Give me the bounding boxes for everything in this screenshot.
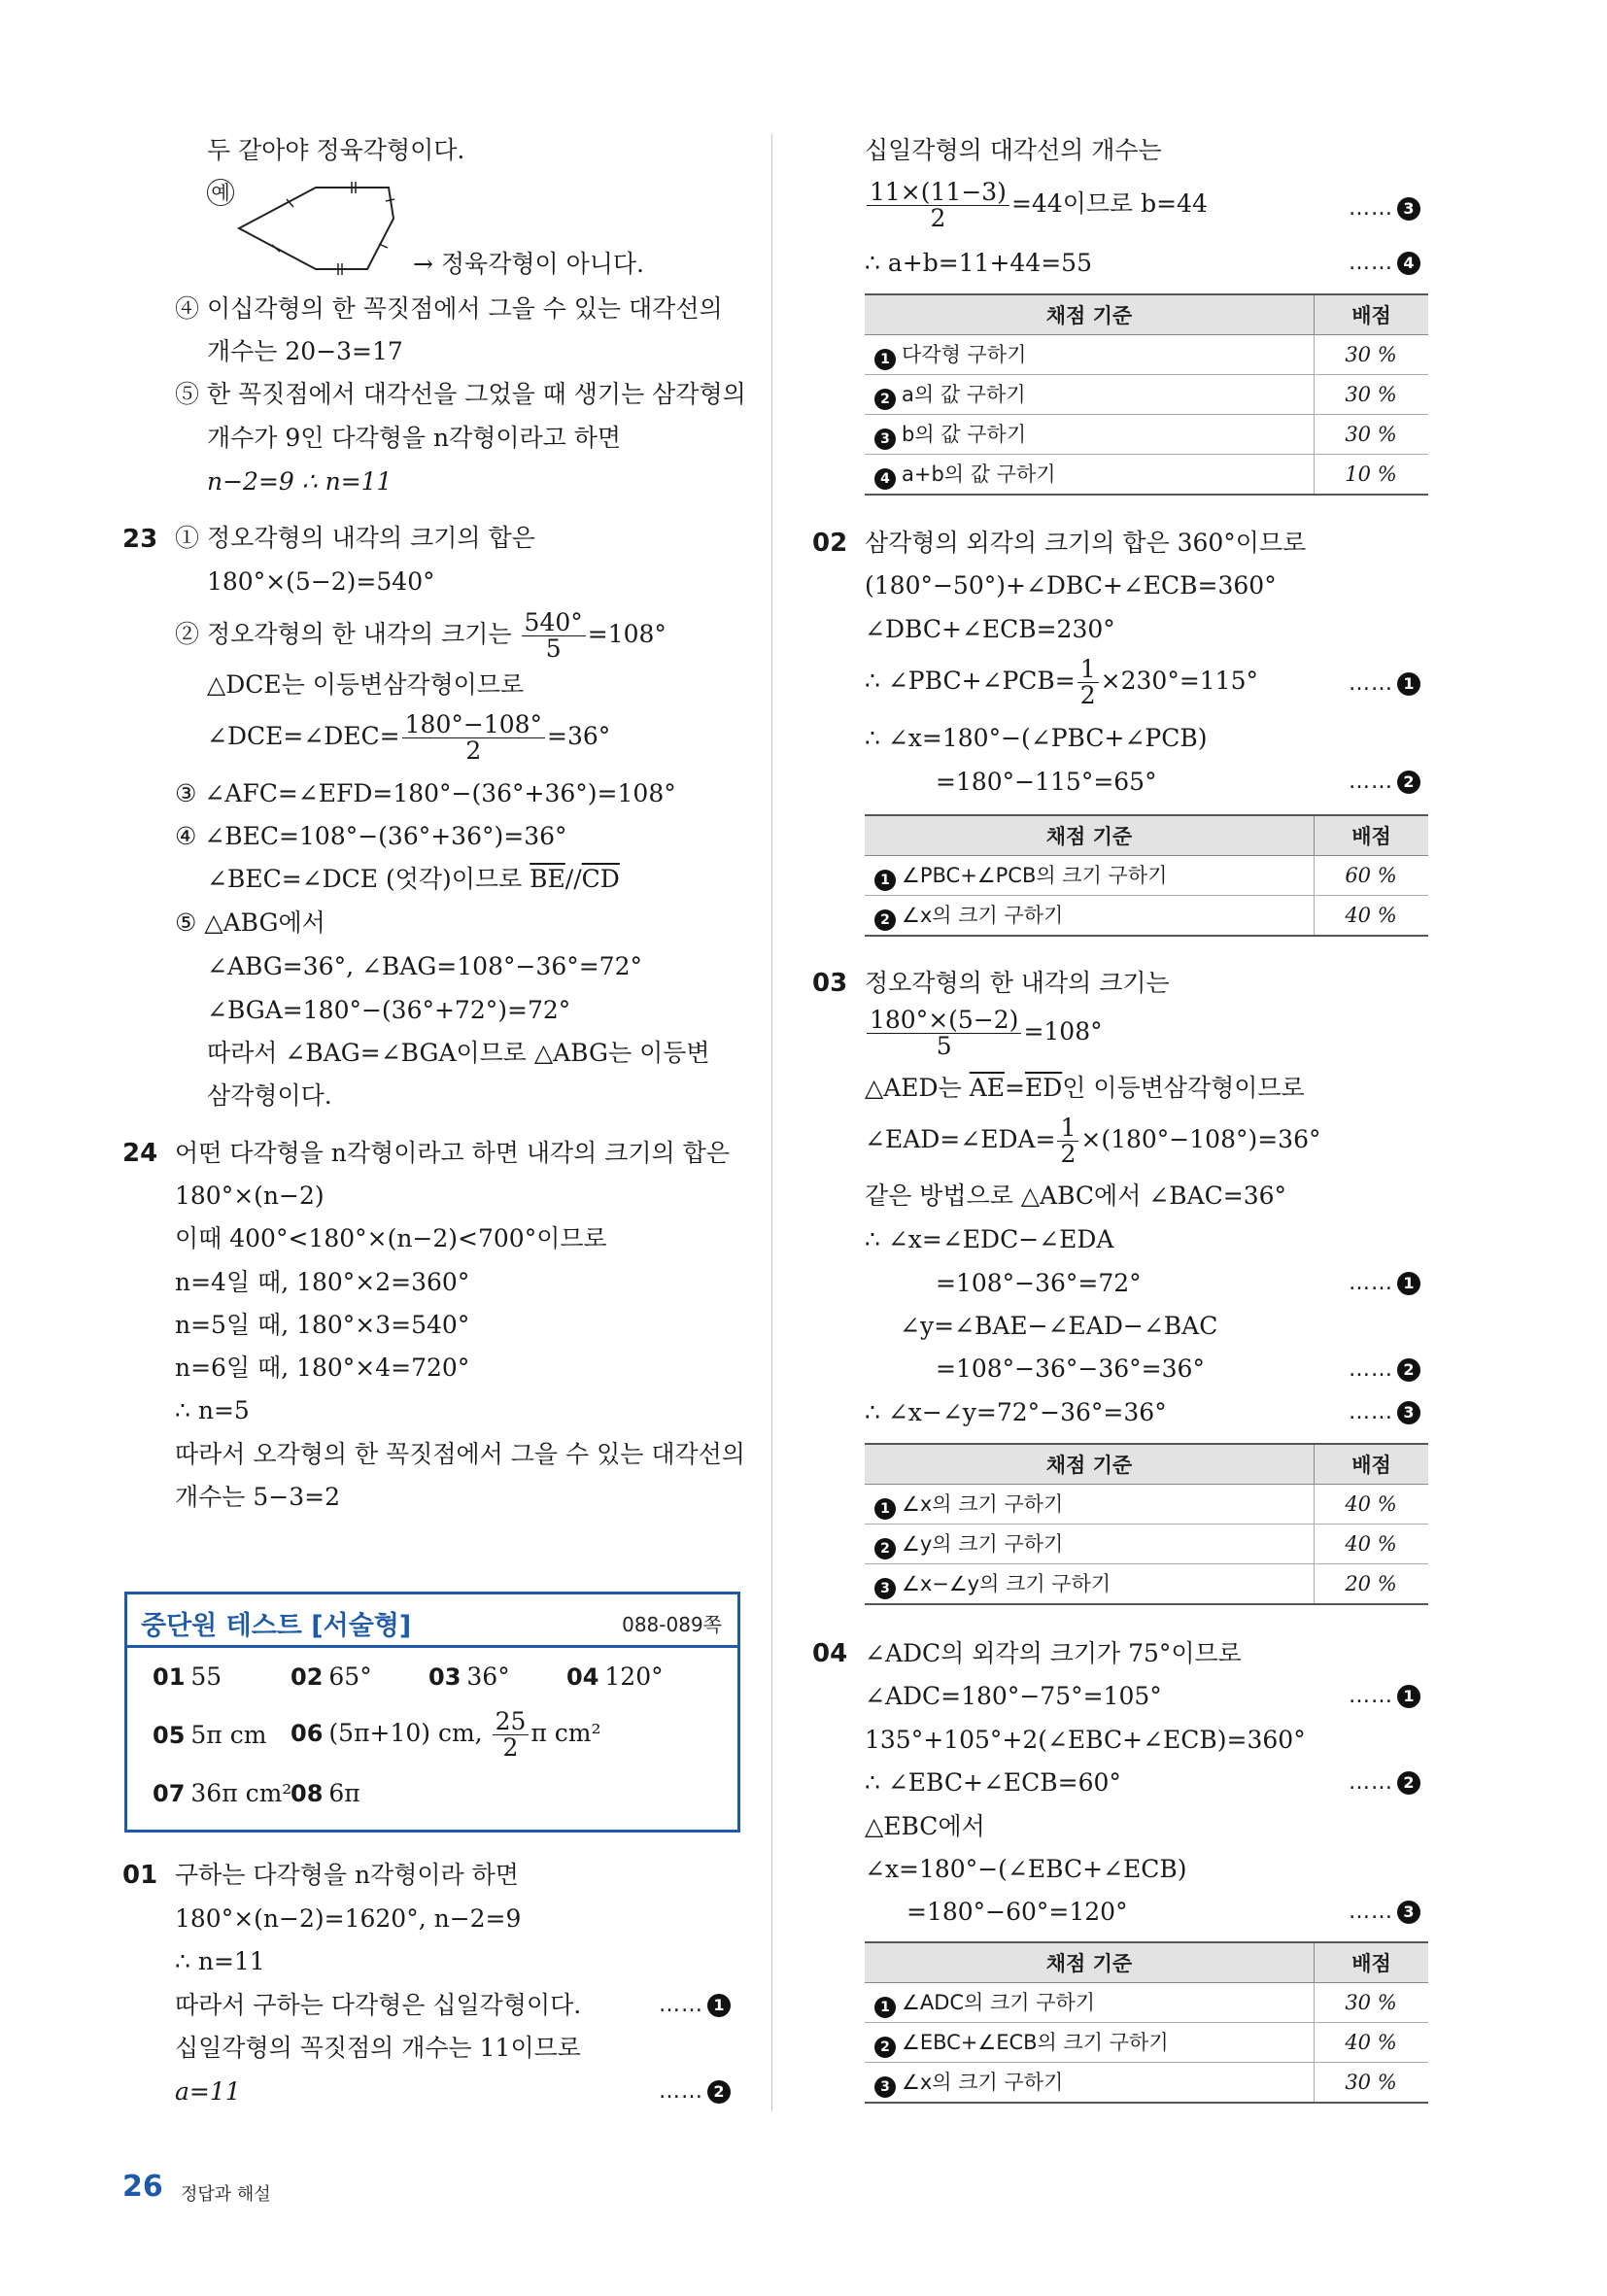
step-badge: 4: [874, 468, 896, 490]
problem-number: 23: [122, 525, 158, 554]
answer-number: 04: [566, 1663, 599, 1691]
criterion-cell: [865, 1564, 1315, 1605]
fraction-denominator: 2: [502, 1733, 519, 1762]
text-line: [207, 712, 610, 764]
step-badge: 3: [1397, 1901, 1420, 1924]
table-row: [865, 2063, 1428, 2104]
text-line: 어떤 다각형을 n각형이라고 하면 내각의 크기의 합은: [175, 1139, 730, 1167]
text-span: ×(180°−108°)=36°: [1080, 1125, 1321, 1153]
text-line: ∴ n=11: [175, 1947, 265, 1975]
score-marker: [1349, 1770, 1420, 1795]
answer-item: [291, 1662, 372, 1691]
text-line: [175, 610, 667, 662]
fraction-denominator: 2: [1079, 681, 1096, 709]
table-header: 배점: [1315, 1444, 1429, 1485]
score-cell: 30 %: [1315, 415, 1429, 455]
step-badge: 2: [874, 909, 896, 931]
answer-box-title: 중단원 테스트 [서술형]: [141, 1611, 412, 1641]
answer-number: 08: [291, 1780, 324, 1807]
text-span: =108°: [1023, 1017, 1103, 1045]
text-line: ∠DBC+∠ECB=230°: [865, 615, 1115, 643]
leader-dots: ……: [1349, 1357, 1393, 1382]
segment-ae: $\overline{AE}$: [969, 1074, 1005, 1102]
score-marker: [1349, 671, 1420, 696]
score-cell: 30 %: [1315, 2063, 1429, 2104]
answer-value: 120°: [604, 1662, 664, 1691]
fraction-numerator: 1: [1077, 657, 1099, 683]
text-line: ∴ ∠x=180°−(∠PBC+∠PCB): [865, 724, 1208, 752]
scoring-table: [865, 1941, 1428, 2104]
criterion-cell: [865, 856, 1315, 896]
text-span: ∠BEC=∠DCE (엇각)이므로: [207, 865, 523, 893]
leader-dots: ……: [1349, 1684, 1393, 1708]
tick-mark: [386, 199, 394, 201]
text-line: 180°×(n−2)=1620°, n−2=9: [175, 1904, 522, 1933]
hexagon-figure: [233, 180, 398, 277]
leader-dots: ……: [659, 2079, 703, 2104]
fraction-numerator: 540°: [522, 610, 586, 636]
score-marker: [1349, 196, 1420, 221]
text-span: =36°: [547, 722, 611, 750]
text-line: 십일각형의 꼭짓점의 개수는 11이므로: [175, 2034, 581, 2062]
step-badge: 3: [874, 1578, 896, 1599]
score-marker: [1349, 1900, 1420, 1924]
text-span: 인 이등변삼각형이므로: [1062, 1074, 1305, 1102]
scoring-table: [865, 1443, 1428, 1605]
scoring-table: [865, 814, 1428, 937]
table-header: 배점: [1315, 1942, 1429, 1983]
criterion-text: b의 값 구하기: [902, 423, 1027, 446]
step-badge: 2: [1397, 1771, 1420, 1795]
answer-number: 05: [153, 1722, 186, 1749]
criterion-cell: [865, 2023, 1315, 2063]
score-marker: [1349, 1357, 1420, 1382]
criterion-cell: [865, 415, 1315, 455]
table-row: [865, 415, 1428, 455]
criterion-text: ∠x의 크기 구하기: [902, 2071, 1064, 2094]
text-line: [865, 1008, 1103, 1059]
fraction: [1077, 657, 1099, 708]
table-row: [865, 1485, 1428, 1525]
score-cell: 30 %: [1315, 375, 1429, 415]
step-badge: 2: [1397, 771, 1420, 794]
answer-number: 01: [153, 1663, 186, 1691]
answer-number: 03: [428, 1663, 462, 1691]
equals-symbol: =: [1005, 1074, 1025, 1102]
fraction-numerator: 25: [493, 1709, 530, 1735]
text-line: n=6일 때, 180°×4=720°: [175, 1354, 470, 1382]
fraction: [402, 712, 545, 764]
leader-dots: ……: [1349, 1271, 1393, 1295]
problem-number: 03: [812, 969, 848, 998]
table-header: 채점 기준: [865, 815, 1315, 856]
fraction-numerator: 180°×(5−2): [867, 1008, 1021, 1034]
segment-ed: $\overline{ED}$: [1024, 1074, 1063, 1102]
score-cell: 30 %: [1315, 335, 1429, 375]
text-line: △EBC에서: [865, 1812, 985, 1840]
step-badge: 2: [1397, 1358, 1420, 1382]
fraction-numerator: 180°−108°: [402, 712, 545, 738]
score-cell: 20 %: [1315, 1564, 1429, 1605]
answer-value: 55: [190, 1662, 222, 1691]
text-line: [865, 1115, 1321, 1167]
text-line: [207, 865, 620, 894]
text-line: 따라서 구하는 다각형은 십일각형이다.: [175, 1991, 582, 2019]
table-row: [865, 896, 1428, 937]
text-line: 개수는 20−3=17: [207, 337, 403, 365]
text-line: ∴ n=5: [175, 1396, 250, 1424]
criterion-cell: [865, 335, 1315, 375]
score-cell: 60 %: [1315, 856, 1429, 896]
criterion-text: ∠x의 크기 구하기: [902, 1492, 1064, 1516]
score-marker: [1349, 1400, 1420, 1424]
text-line: 삼각형의 외각의 크기의 합은 360°이므로: [865, 529, 1307, 557]
fraction-denominator: 5: [545, 634, 562, 663]
text-line: =108°−36°−36°=36°: [936, 1354, 1205, 1383]
answer-number: 02: [291, 1663, 324, 1691]
score-cell: 30 %: [1315, 1983, 1429, 2023]
problem-number: 01: [122, 1861, 158, 1890]
table-row: [865, 455, 1428, 496]
score-marker: [1349, 251, 1420, 275]
table-header: 채점 기준: [865, 1444, 1315, 1485]
text-line: ∴ ∠x−∠y=72°−36°=36°: [865, 1398, 1167, 1426]
step-badge: 1: [1397, 1272, 1420, 1295]
text-line: 구하는 다각형을 n각형이라 하면: [175, 1861, 519, 1889]
fraction-denominator: 2: [930, 204, 946, 232]
leader-dots: ……: [1349, 196, 1393, 221]
step-badge: 1: [1397, 1685, 1420, 1708]
fraction: [867, 180, 1009, 231]
criterion-text: ∠PBC+∠PCB의 크기 구하기: [902, 864, 1168, 887]
step-badge: 2: [707, 2080, 731, 2104]
leader-dots: ……: [1349, 671, 1393, 696]
answer-item: [428, 1662, 510, 1691]
text-line: ④ 이십각형의 한 꼭짓점에서 그을 수 있는 대각선의: [175, 294, 723, 323]
segment-cd: $\overline{CD}$: [581, 865, 620, 893]
answer-item: [566, 1662, 664, 1691]
step-badge: 2: [874, 1538, 896, 1559]
text-line: ⑤ 한 꼭짓점에서 대각선을 그었을 때 생기는 삼각형의: [175, 380, 746, 408]
criterion-text: ∠ADC의 크기 구하기: [902, 1991, 1096, 2014]
text-line: △DCE는 이등변삼각형이므로: [207, 670, 525, 699]
table-header: 배점: [1315, 815, 1429, 856]
step-badge: 1: [874, 349, 896, 370]
footer-label: 정답과 해설: [181, 2184, 271, 2205]
text-line: ③ ∠AFC=∠EFD=180°−(36°+36°)=108°: [175, 779, 676, 807]
text-line: ∠BGA=180°−(36°+72°)=72°: [207, 996, 571, 1024]
text-line: 180°×(n−2): [175, 1182, 325, 1210]
step-badge: 3: [874, 428, 896, 450]
answer-value: 36°: [466, 1662, 510, 1691]
criterion-text: a+b의 값 구하기: [902, 463, 1056, 486]
score-cell: 40 %: [1315, 896, 1429, 937]
criterion-cell: [865, 1983, 1315, 2023]
step-badge: 1: [707, 1994, 731, 2017]
table-row: [865, 1983, 1428, 2023]
criterion-text: ∠x−∠y의 크기 구하기: [902, 1572, 1111, 1595]
text-line: [865, 657, 1258, 708]
fraction-numerator: 11×(11−3): [867, 180, 1009, 206]
step-badge: 3: [874, 2076, 896, 2098]
fraction-denominator: 2: [465, 737, 482, 765]
score-cell: 40 %: [1315, 1525, 1429, 1564]
score-marker: [1349, 770, 1420, 794]
score-marker: [1349, 1271, 1420, 1295]
step-badge: 1: [874, 1997, 896, 2018]
text-line: 이때 400°<180°×(n−2)<700°이므로: [175, 1224, 607, 1252]
table-row: [865, 2023, 1428, 2063]
score-marker: [659, 1993, 731, 2017]
text-line: 같은 방법으로 △ABC에서 ∠BAC=36°: [865, 1182, 1287, 1210]
criterion-text: 다각형 구하기: [902, 343, 1027, 366]
problem-number: 02: [812, 529, 848, 558]
score-cell: 10 %: [1315, 455, 1429, 496]
text-line: → 정육각형이 아니다.: [413, 250, 644, 278]
step-badge: 1: [1397, 672, 1420, 696]
table-row: [865, 375, 1428, 415]
text-line: (180°−50°)+∠DBC+∠ECB=360°: [865, 571, 1277, 600]
answer-value: π cm²: [530, 1719, 601, 1747]
score-cell: 40 %: [1315, 1485, 1429, 1525]
text-line: ∠ADC의 외각의 크기가 75°이므로: [865, 1639, 1242, 1667]
text-line: n=4일 때, 180°×2=360°: [175, 1268, 470, 1296]
answer-number: 06: [291, 1720, 324, 1747]
text-line: ∴ a+b=11+44=55: [865, 249, 1092, 277]
fraction: [1057, 1115, 1078, 1167]
fraction-numerator: 1: [1057, 1115, 1078, 1142]
text-line: 십일각형의 대각선의 개수는: [865, 136, 1162, 164]
criterion-text: ∠y의 크기 구하기: [902, 1532, 1064, 1556]
step-badge: 3: [1397, 197, 1420, 221]
criterion-text: ∠x의 크기 구하기: [902, 904, 1064, 927]
text-line: [865, 1074, 1305, 1103]
text-line: =108°−36°=72°: [936, 1269, 1142, 1297]
answer-item: [291, 1779, 360, 1807]
table-header: 채점 기준: [865, 1942, 1315, 1983]
criterion-cell: [865, 1525, 1315, 1564]
segment-be: $\overline{BE}$: [530, 865, 565, 893]
text-line: 따라서 ∠BAG=∠BGA이므로 △ABG는 이등변: [207, 1039, 710, 1067]
table-header: 배점: [1315, 294, 1429, 335]
page-number: 26: [122, 2170, 163, 2204]
text-span: ×230°=115°: [1100, 667, 1258, 695]
fraction-denominator: 2: [1060, 1140, 1077, 1168]
answer-item: [153, 1721, 266, 1749]
leader-dots: ……: [1349, 1770, 1393, 1795]
answer-value: 5π cm: [190, 1721, 267, 1749]
text-line: ∠y=∠BAE−∠EAD−∠BAC: [900, 1312, 1218, 1340]
table-row: [865, 335, 1428, 375]
text-span: =108°: [587, 620, 667, 648]
text-line: =180°−60°=120°: [906, 1898, 1128, 1926]
answer-value: 36π cm²: [190, 1779, 292, 1807]
text-line: ④ ∠BEC=108°−(36°+36°)=36°: [175, 822, 567, 850]
text-line: 따라서 오각형의 한 꼭짓점에서 그을 수 있는 대각선의: [175, 1440, 745, 1468]
step-badge: 2: [874, 2037, 896, 2058]
problem-number: 04: [812, 1639, 848, 1668]
answer-box-pages: 088-089쪽: [622, 1613, 722, 1636]
problem-number: 24: [122, 1139, 158, 1168]
tick-mark: [272, 245, 280, 252]
text-span: △AED는: [865, 1074, 962, 1102]
text-line: 정오각형의 한 내각의 크기는: [865, 969, 1170, 997]
leader-dots: ……: [1349, 1900, 1393, 1924]
fraction: [867, 1008, 1021, 1059]
table-header: 채점 기준: [865, 294, 1315, 335]
answer-value: (5π+10) cm,: [328, 1719, 483, 1747]
score-marker: [659, 2079, 731, 2104]
fraction: [493, 1709, 530, 1761]
hexagon-shape: [239, 188, 393, 269]
text-line: a=11: [175, 2077, 241, 2106]
text-line: n−2=9 ∴ n=11: [207, 467, 393, 496]
step-badge: 4: [1397, 252, 1420, 275]
leader-dots: ……: [1349, 770, 1393, 794]
text-line: 180°×(5−2)=540°: [207, 567, 435, 596]
step-badge: 1: [874, 1498, 896, 1520]
criterion-cell: [865, 2063, 1315, 2104]
table-row: [865, 1525, 1428, 1564]
text-span: =44이므로 b=44: [1010, 189, 1208, 218]
answer-item: [153, 1779, 291, 1807]
column-divider: [771, 134, 772, 2111]
parallel-symbol: //: [564, 865, 582, 893]
score-cell: 40 %: [1315, 2023, 1429, 2063]
answer-number: 07: [153, 1780, 186, 1807]
text-line: n=5일 때, 180°×3=540°: [175, 1311, 470, 1339]
text-line: 개수가 9인 다각형을 n각형이라고 하면: [207, 424, 622, 452]
answer-value: 6π: [328, 1779, 360, 1807]
text-line: ∴ ∠x=∠EDC−∠EDA: [865, 1225, 1114, 1253]
criterion-cell: [865, 455, 1315, 496]
text-line: 135°+105°+2(∠EBC+∠ECB)=360°: [865, 1726, 1306, 1754]
text-line: =180°−115°=65°: [936, 768, 1157, 796]
fraction-denominator: 5: [936, 1032, 952, 1060]
step-badge: 3: [1397, 1401, 1420, 1424]
scoring-table: [865, 293, 1428, 496]
text-span: ∠DCE=∠DEC=: [207, 722, 400, 750]
fraction: [522, 610, 586, 662]
table-row: [865, 1564, 1428, 1605]
answer-value: 65°: [328, 1662, 372, 1691]
example-label: 예: [207, 179, 234, 206]
text-line: ∠ABG=36°, ∠BAG=108°−36°=72°: [207, 952, 642, 980]
step-badge: 2: [874, 389, 896, 410]
text-line: ∠x=180°−(∠EBC+∠ECB): [865, 1855, 1187, 1883]
table-row: [865, 856, 1428, 896]
criterion-cell: [865, 1485, 1315, 1525]
criterion-cell: [865, 375, 1315, 415]
answer-item: [153, 1662, 222, 1691]
text-line: 삼각형이다.: [207, 1081, 332, 1110]
criterion-text: ∠EBC+∠ECB의 크기 구하기: [902, 2031, 1169, 2054]
criterion-cell: [865, 896, 1315, 937]
leader-dots: ……: [1349, 1400, 1393, 1424]
text-line: ∴ ∠EBC+∠ECB=60°: [865, 1768, 1121, 1797]
answer-item: [291, 1709, 600, 1761]
criterion-text: a의 값 구하기: [902, 383, 1026, 406]
text-line: ① 정오각형의 내각의 크기의 합은: [175, 524, 535, 552]
text-line: [865, 180, 1208, 231]
answer-box-header: [127, 1594, 737, 1648]
text-span: ∴ ∠PBC+∠PCB=: [865, 667, 1076, 695]
text-line: 개수는 5−3=2: [175, 1483, 341, 1511]
unit-test-answer-box: [124, 1592, 740, 1833]
step-badge: 1: [874, 870, 896, 891]
text-line: ∠ADC=180°−75°=105°: [865, 1682, 1162, 1710]
leader-dots: ……: [1349, 251, 1393, 275]
text-line: 두 같아야 정육각형이다.: [207, 136, 465, 164]
text-span: ∠EAD=∠EDA=: [865, 1125, 1056, 1153]
score-marker: [1349, 1684, 1420, 1708]
text-span: ② 정오각형의 한 내각의 크기는: [175, 620, 512, 648]
text-line: ⑤ △ABG에서: [175, 908, 325, 937]
leader-dots: ……: [659, 1993, 703, 2017]
